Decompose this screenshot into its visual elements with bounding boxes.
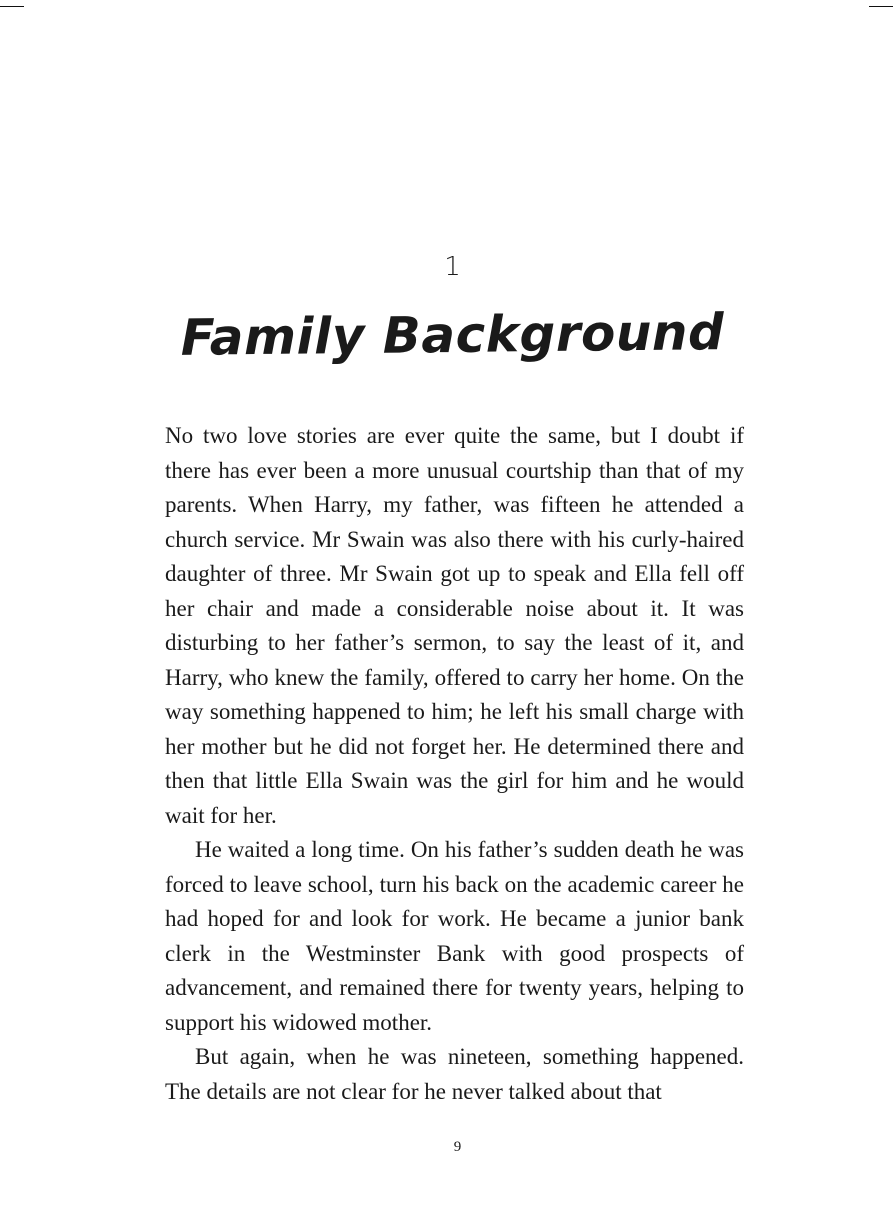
crop-mark-left — [0, 6, 24, 7]
page-number: 9 — [453, 1139, 462, 1155]
chapter-number: 1 — [444, 252, 461, 282]
paragraph-3: But again, when he was nineteen, something happened. The details are not clear for he never talked about that — [165, 1044, 744, 1104]
paragraph-1: No two love stories are ever quite the same, but I doubt if there has ever been a more unusual courtship than that of my parents. When Harry, my father, was fifteen he attended a church service. Mr Swain was also there with his curly-haired daughter of three. Mr Swain got up to speak and Ella fell off her chair and made a considerable noise about it. It was disturbing to her father’s sermon, to say the least of it, and Harry, who knew the family, offered to carry her home. On the way something happened to him; he left his small charge with her mother but he did not forget her. He determined there and then that little Ella Swain was the girl for him and he would wait for her. — [165, 423, 744, 828]
chapter-title: Family Background — [180, 303, 725, 367]
body-text — [165, 419, 744, 1109]
crop-mark-right — [869, 6, 893, 7]
paragraph-2: He waited a long time. On his father’s sudden death he was forced to leave school, turn his back on the academic career he had hoped for and look for work. He became a junior bank clerk in the Westminster Bank with good prospects of advancement, and remained there for twenty years, helping to support his widowed mother. — [165, 837, 744, 1035]
